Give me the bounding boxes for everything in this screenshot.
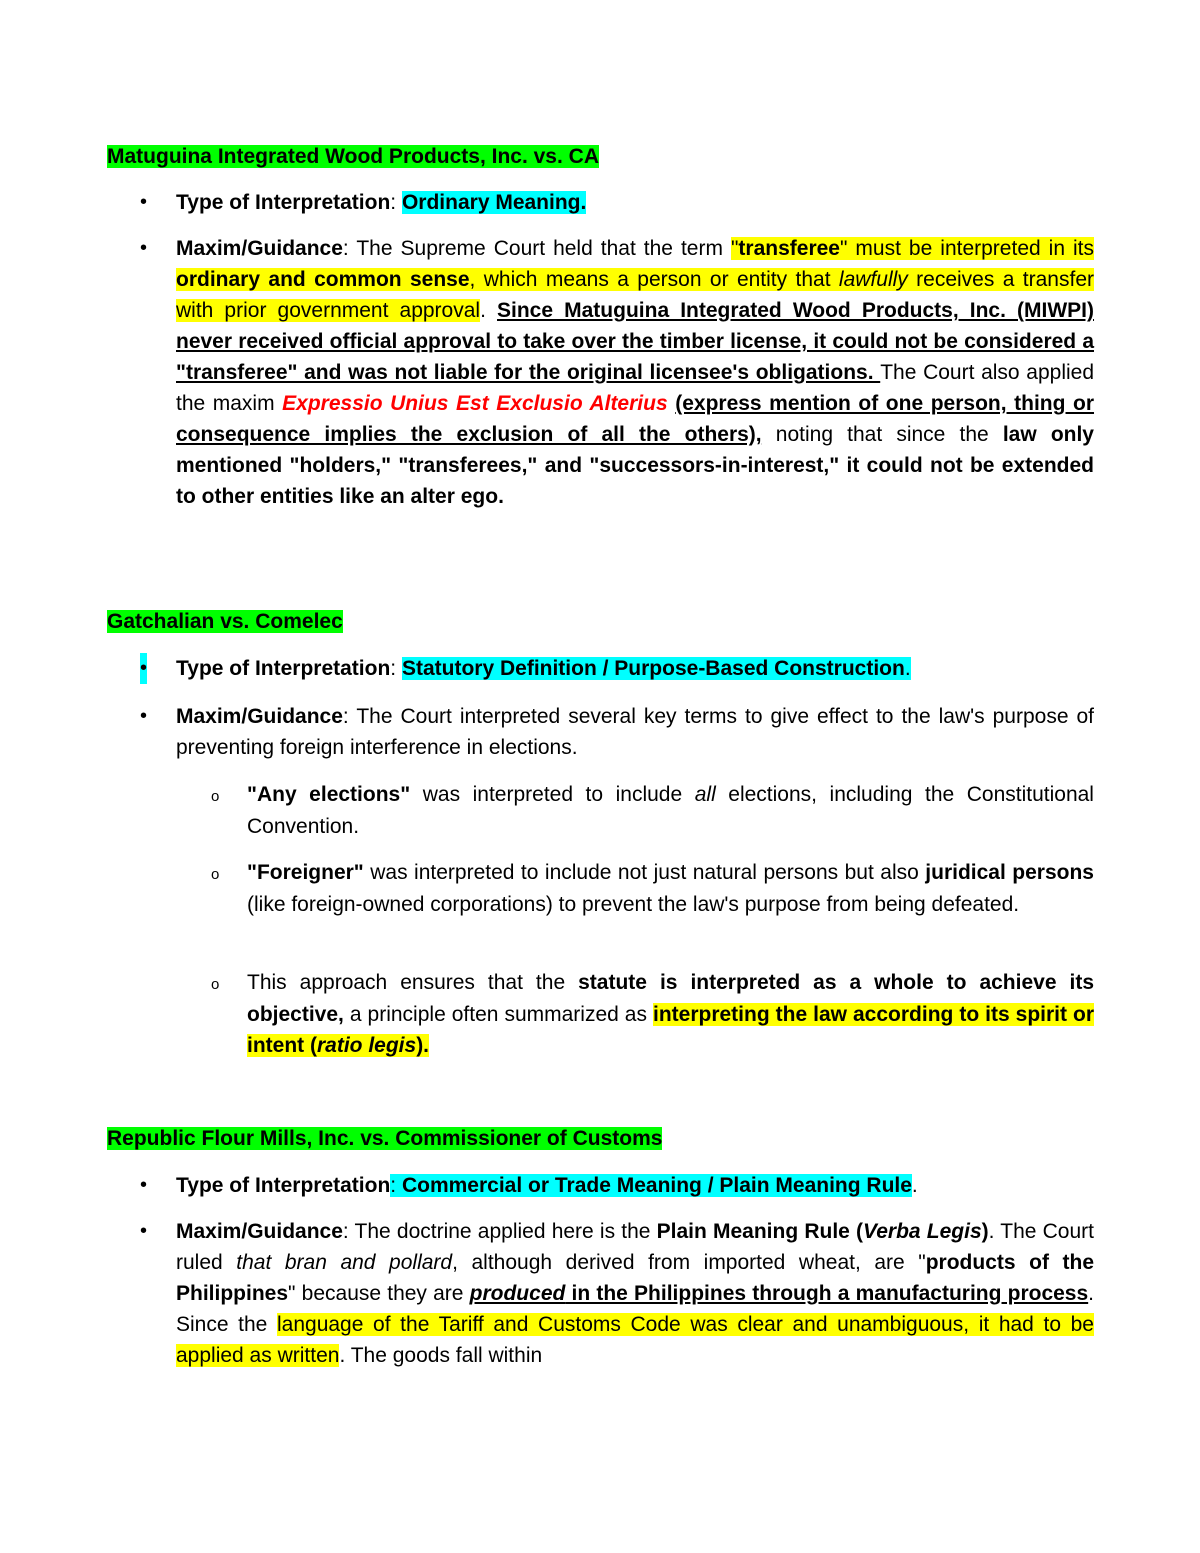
maxim-guidance-item: • Maxim/Guidance: The Supreme Court held that the term "transferee" must be interpreted in its ordinary and common sense, which means a person or entity that lawfully receives a transfer with prior government approval. Since Matuguina Integrated Wood Products, Inc. (MIWPI) never received official approval to take over the timber license, it could not be considered a "transferee" and was not liable for the original licensee's obligations. The Court also applied the maxim Expressio Unius Est Exclusio Alterius (express mention of one person, thing or consequence implies the exclusion of all the others), noting that since the law only mentioned "holders," "transferees," and "successors-in-interest," it could not be extended to other entities like an alter ego. [176, 233, 1094, 512]
case-title-gatchalian: Gatchalian vs. Comelec [107, 610, 343, 633]
bullet-icon: • [140, 653, 147, 684]
type-of-interpretation-item: • Type of Interpretation: Ordinary Meaning. [176, 187, 1094, 218]
case-title-republic-flour-mills: Republic Flour Mills, Inc. vs. Commissioner of Customs [107, 1127, 663, 1150]
maxim-guidance-item: • Maxim/Guidance: The doctrine applied here is the Plain Meaning Rule (Verba Legis). The Court ruled that bran and pollard, although derived from imported wheat, are "products of the Philippines" because they are produced in the Philippines through a manufacturing process. Since the language of the Tariff and Customs Code was clear and unambiguous, it had to be applied as written. The goods fall within [176, 1216, 1094, 1371]
circle-bullet-icon: o [211, 788, 220, 805]
bullet-icon: • [140, 1220, 148, 1242]
bullet-icon: • [140, 191, 148, 213]
circle-bullet-icon: o [211, 976, 220, 993]
type-of-interpretation-item: • Type of Interpretation: Commercial or Trade Meaning / Plain Meaning Rule. [176, 1170, 1094, 1201]
maxim-guidance-item: • Maxim/Guidance: The Court interpreted several key terms to give effect to the law's purpose of preventing foreign interference in elections. [176, 701, 1094, 763]
case-title-matuguina: Matuguina Integrated Wood Products, Inc. vs. CA [107, 145, 599, 168]
circle-bullet-icon: o [211, 866, 220, 883]
sub-item-approach: o This approach ensures that the statute is interpreted as a whole to achieve its objective, a principle often summarized as interpreting the law according to its spirit or intent (ratio legis). [211, 971, 1095, 1057]
bullet-icon: • [140, 237, 148, 259]
bullet-icon: • [140, 1174, 148, 1196]
bullet-icon: • [140, 705, 148, 727]
type-of-interpretation-item: • Type of Interpretation: Statutory Definition / Purpose-Based Construction. [176, 653, 1094, 684]
sub-item-foreigner: o "Foreigner" was interpreted to include not just natural persons but also juridical persons (like foreign-owned corporations) to prevent the law's purpose from being defeated. [211, 861, 1094, 916]
sub-item-any-elections: o "Any elections" was interpreted to include all elections, including the Constitutional Convention. [211, 783, 1094, 838]
